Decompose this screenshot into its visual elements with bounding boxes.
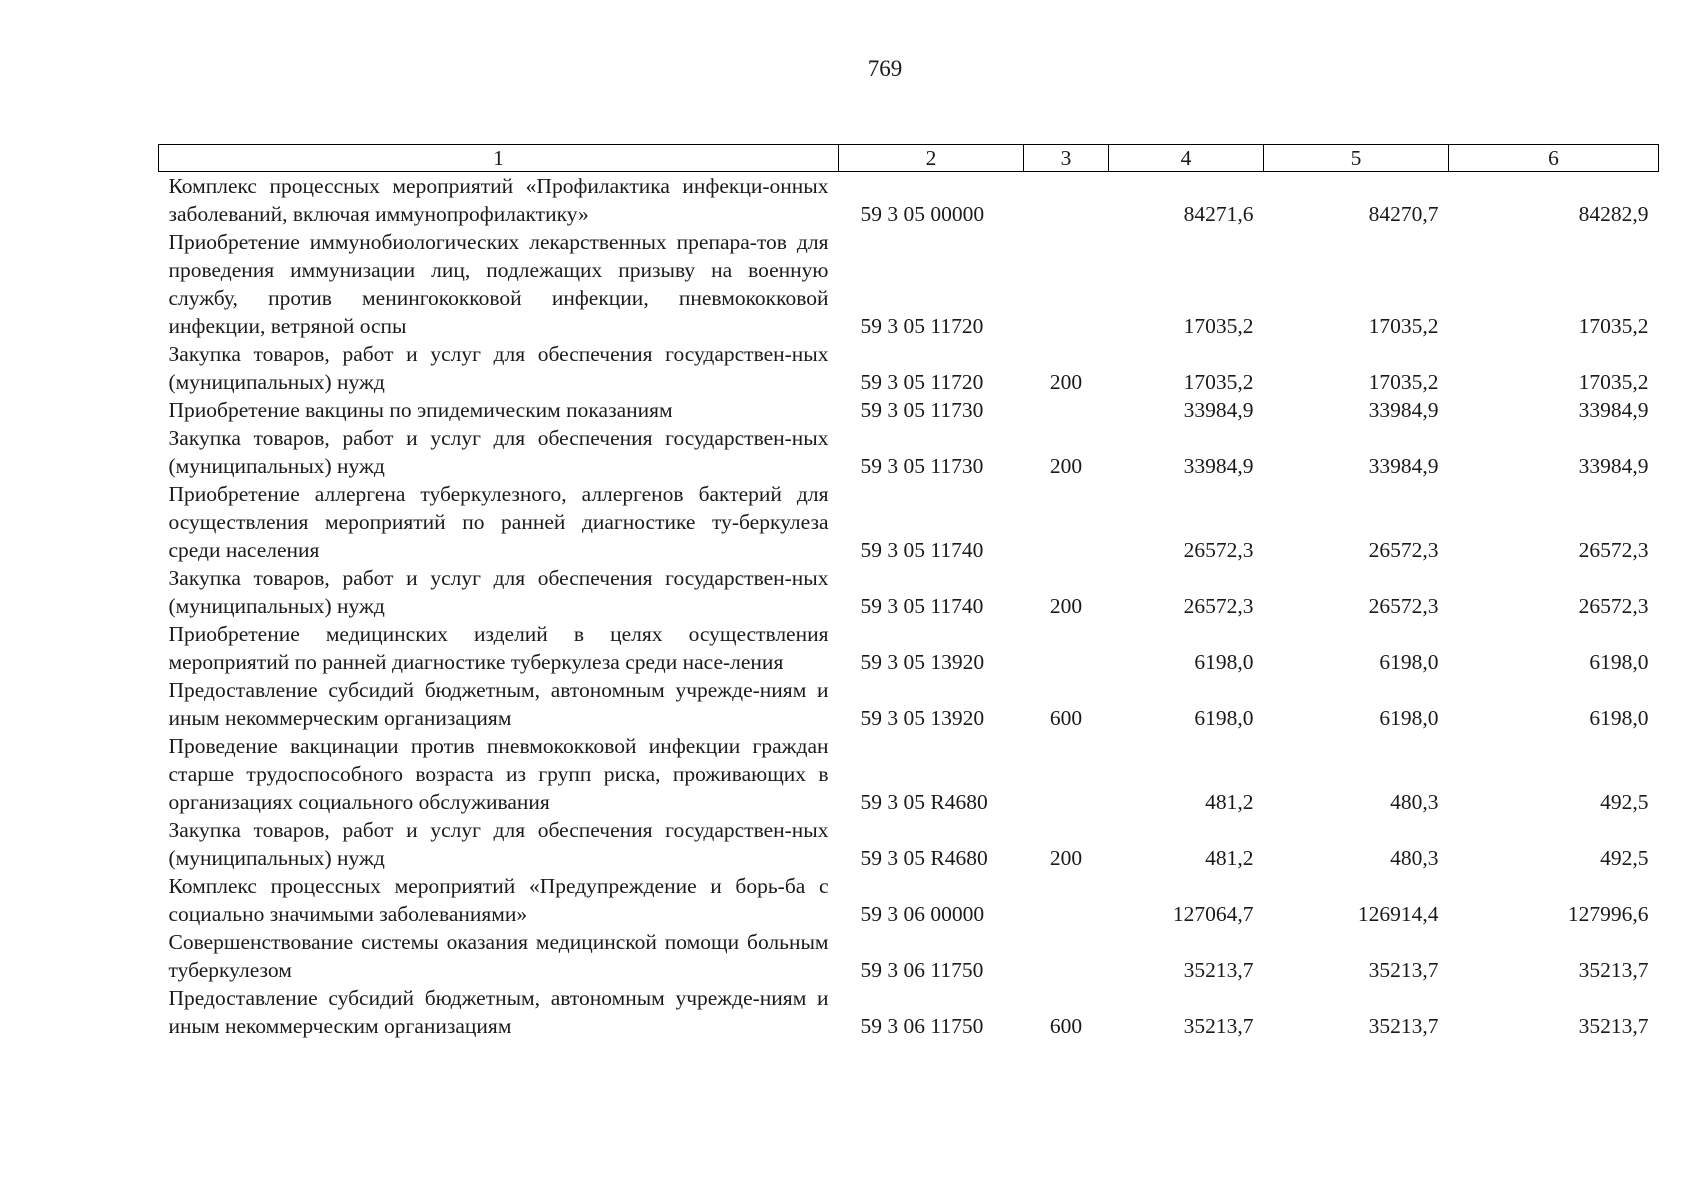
row-expense-type: 200 (1049, 370, 1083, 394)
budget-table (158, 144, 1659, 1040)
table-row (159, 228, 1659, 340)
row-code: 59 3 06 11750 (860, 1014, 984, 1038)
row-expense-type: 200 (1049, 594, 1083, 618)
table-row (159, 424, 1659, 480)
table-row (159, 984, 1659, 1040)
table-row (159, 928, 1659, 984)
row-expense-type (1024, 396, 1109, 424)
row-value-4: 35213,7 (1183, 958, 1254, 982)
column-header-4: 4 (1109, 145, 1264, 172)
row-code: 59 3 06 11750 (860, 958, 984, 982)
row-code: 59 3 05 11730 (860, 454, 984, 478)
row-expense-type: 600 (1049, 1014, 1083, 1038)
table-header (159, 145, 1659, 172)
row-code: 59 3 05 11720 (860, 314, 984, 338)
page-number: 769 (867, 56, 903, 81)
row-expense-type (1024, 928, 1109, 984)
row-code: 59 3 05 11740 (860, 594, 984, 618)
row-value-4: 6198,0 (1194, 650, 1254, 674)
row-expense-type (1024, 872, 1109, 928)
row-value-5: 17035,2 (1368, 314, 1439, 338)
row-expense-type (1024, 172, 1109, 229)
row-value-4: 84271,6 (1183, 202, 1254, 226)
row-expense-type: 200 (1049, 846, 1083, 870)
table-row (159, 872, 1659, 928)
table-row (159, 732, 1659, 816)
row-value-6: 35213,7 (1578, 1014, 1649, 1038)
row-name: Приобретение вакцины по эпидемическим показаниям (168, 398, 673, 422)
row-value-6: 35213,7 (1578, 958, 1649, 982)
row-value-5: 126914,4 (1357, 902, 1439, 926)
row-value-4: 26572,3 (1183, 538, 1254, 562)
row-name: Приобретение аллергена туберкулезного, аллергенов бактерий для осуществления мероприятий по ранней диагностике ту-беркулеза среди населения (168, 482, 829, 562)
row-code: 59 3 06 00000 (860, 902, 985, 926)
row-name: Закупка товаров, работ и услуг для обеспечения государствен-ных (муниципальных) нужд (168, 342, 829, 394)
row-value-4: 33984,9 (1183, 454, 1254, 478)
row-value-4: 481,2 (1205, 846, 1254, 870)
row-value-4: 33984,9 (1183, 398, 1254, 422)
table-row (159, 480, 1659, 564)
row-name: Приобретение иммунобиологических лекарственных препара-тов для проведения иммунизации лиц, подлежащих призыву на военную службу, против менингококковой инфекции, пневмококковой инфекции, ветряной оспы (168, 230, 829, 338)
row-expense-type (1024, 732, 1109, 816)
row-name: Закупка товаров, работ и услуг для обеспечения государствен-ных (муниципальных) нужд (168, 566, 829, 618)
column-header-5: 5 (1264, 145, 1449, 172)
row-value-4: 6198,0 (1194, 706, 1254, 730)
row-value-5: 6198,0 (1379, 650, 1439, 674)
row-expense-type: 200 (1049, 454, 1083, 478)
row-expense-type: 600 (1049, 706, 1083, 730)
row-value-6: 84282,9 (1578, 202, 1649, 226)
row-value-5: 17035,2 (1368, 370, 1439, 394)
row-value-6: 26572,3 (1578, 538, 1649, 562)
row-value-6: 492,5 (1600, 846, 1649, 870)
table-row (159, 816, 1659, 872)
row-name: Предоставление субсидий бюджетным, автономным учрежде-ниям и иным некоммерческим организациям (168, 678, 829, 730)
row-value-6: 33984,9 (1578, 398, 1649, 422)
row-value-4: 26572,3 (1183, 594, 1254, 618)
row-value-6: 127996,6 (1567, 902, 1649, 926)
row-name: Комплекс процессных мероприятий «Предупреждение и борь-ба с социально значимыми заболеваниями» (168, 874, 829, 926)
row-name: Закупка товаров, работ и услуг для обеспечения государствен-ных (муниципальных) нужд (168, 426, 829, 478)
row-value-5: 26572,3 (1368, 538, 1439, 562)
row-value-5: 33984,9 (1368, 454, 1439, 478)
table-row (159, 620, 1659, 676)
table-row (159, 396, 1659, 424)
column-header-6: 6 (1449, 145, 1659, 172)
row-value-4: 481,2 (1205, 790, 1254, 814)
row-value-5: 33984,9 (1368, 398, 1439, 422)
row-name: Совершенствование системы оказания медицинской помощи больным туберкулезом (168, 930, 829, 982)
row-value-6: 6198,0 (1589, 706, 1649, 730)
row-value-5: 480,3 (1390, 846, 1439, 870)
column-header-2: 2 (839, 145, 1024, 172)
row-value-5: 480,3 (1390, 790, 1439, 814)
table-row (159, 564, 1659, 620)
column-header-3: 3 (1024, 145, 1109, 172)
row-value-4: 127064,7 (1172, 902, 1254, 926)
row-value-6: 492,5 (1600, 790, 1649, 814)
table-header-row (159, 145, 1659, 172)
row-name: Проведение вакцинации против пневмококковой инфекции граждан старше трудоспособного возраста из групп риска, проживающих в организациях социального обслуживания (168, 734, 829, 814)
row-value-4: 17035,2 (1183, 370, 1254, 394)
row-value-6: 17035,2 (1578, 370, 1649, 394)
row-code: 59 3 05 11740 (860, 538, 984, 562)
row-code: 59 3 05 11730 (860, 398, 984, 422)
row-name: Приобретение медицинских изделий в целях осуществления мероприятий по ранней диагностике туберкулеза среди насе-ления (168, 622, 829, 674)
table-row (159, 172, 1659, 229)
row-name: Закупка товаров, работ и услуг для обеспечения государствен-ных (муниципальных) нужд (168, 818, 829, 870)
row-name: Предоставление субсидий бюджетным, автономным учрежде-ниям и иным некоммерческим организациям (168, 986, 829, 1038)
table-row (159, 340, 1659, 396)
row-value-4: 35213,7 (1183, 1014, 1254, 1038)
row-value-6: 26572,3 (1578, 594, 1649, 618)
table-row (159, 676, 1659, 732)
row-value-6: 6198,0 (1589, 650, 1649, 674)
row-value-5: 6198,0 (1379, 706, 1439, 730)
row-expense-type (1024, 620, 1109, 676)
row-value-6: 17035,2 (1578, 314, 1649, 338)
row-value-5: 35213,7 (1368, 958, 1439, 982)
table-body (159, 172, 1659, 1041)
row-code: 59 3 05 13920 (860, 650, 985, 674)
row-value-4: 17035,2 (1183, 314, 1254, 338)
row-code: 59 3 05 11720 (860, 370, 984, 394)
row-value-5: 26572,3 (1368, 594, 1439, 618)
row-code: 59 3 05 00000 (860, 202, 985, 226)
row-expense-type (1024, 228, 1109, 340)
row-expense-type (1024, 480, 1109, 564)
column-header-1: 1 (159, 145, 839, 172)
row-value-6: 33984,9 (1578, 454, 1649, 478)
row-value-5: 84270,7 (1368, 202, 1439, 226)
row-code: 59 3 05 R4680 (860, 790, 988, 814)
row-code: 59 3 05 R4680 (860, 846, 988, 870)
row-code: 59 3 05 13920 (860, 706, 985, 730)
row-name: Комплекс процессных мероприятий «Профилактика инфекци-онных заболеваний, включая иммунопрофилактику» (168, 174, 829, 226)
row-value-5: 35213,7 (1368, 1014, 1439, 1038)
